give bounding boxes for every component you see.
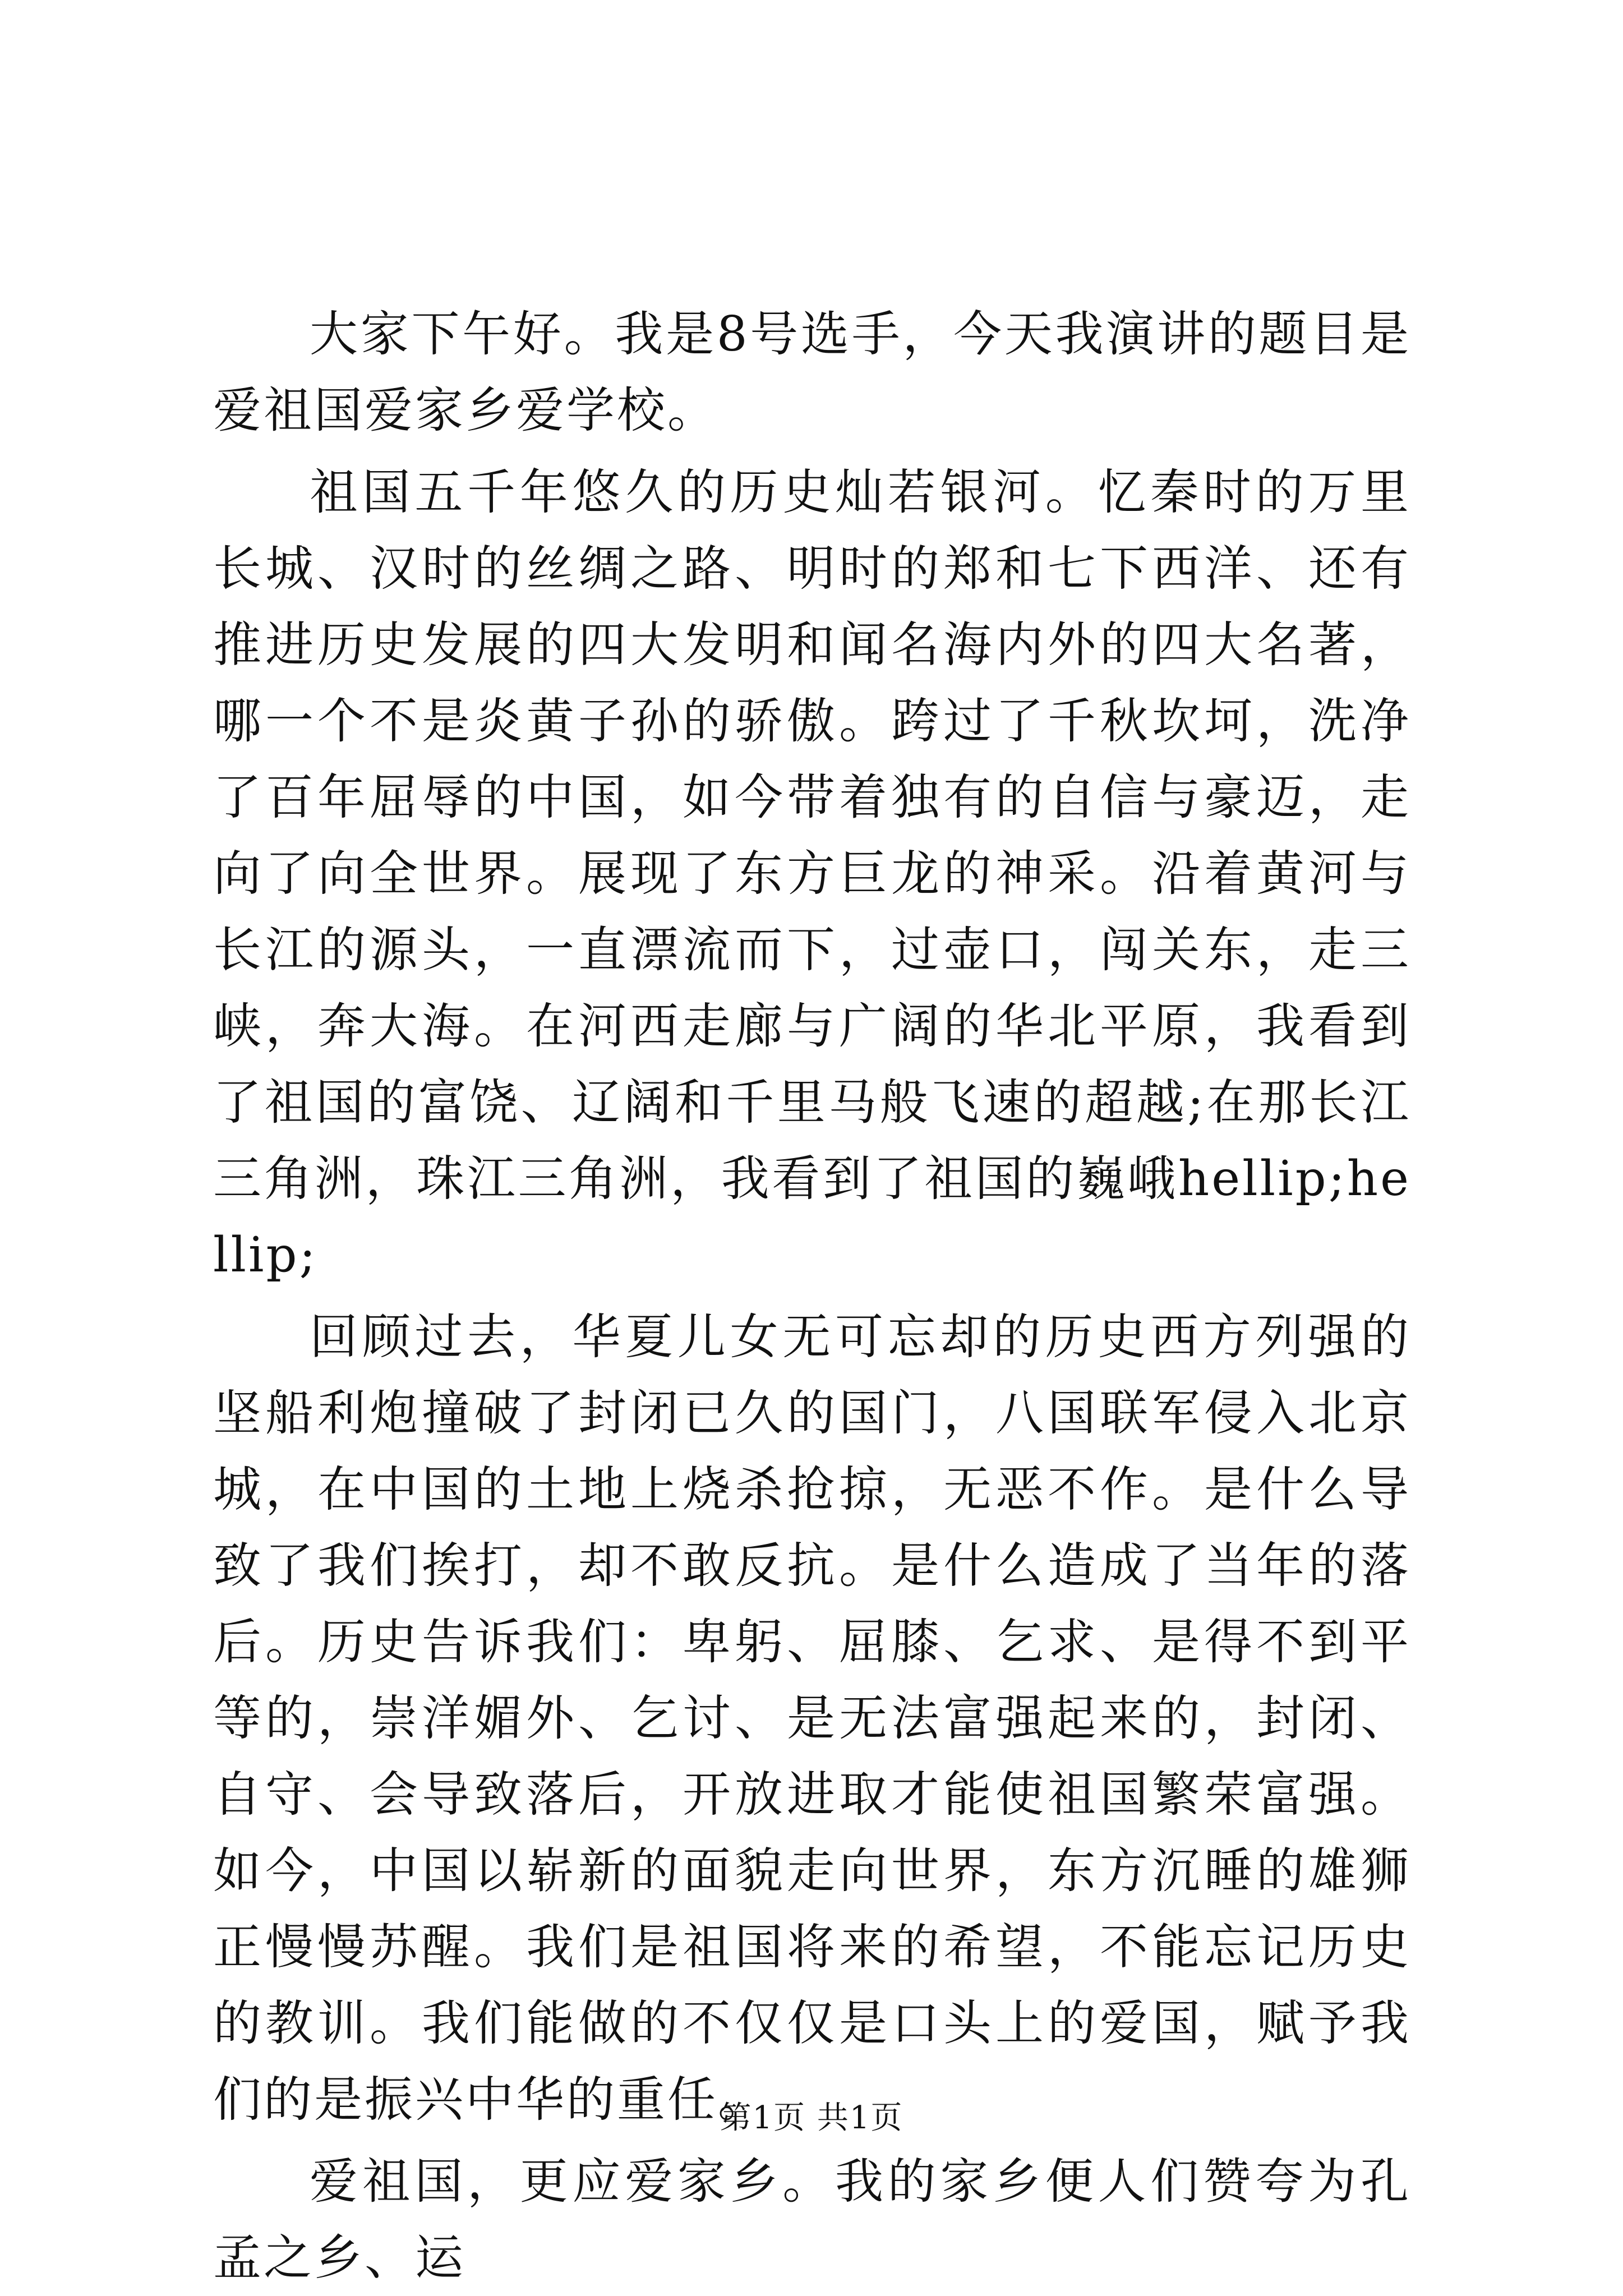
page-number-label: 第1页 共1页 (720, 2100, 903, 2136)
document-body (213, 296, 1411, 2296)
paragraph-history: 祖国五千年悠久的历史灿若银河。忆秦时的万里长城、汉时的丝绸之路、明时的郑和七下西洋、还有推进历史发展的四大发明和闻名海内外的四大名著，哪一个不是炎黄子孙的骄傲。跨过了千秋坎坷，洗净了百年屈辱的中国，如今带着独有的自信与豪迈，走向了向全世界。展现了东方巨龙的神采。沿着黄河与长江的源头，一直漂流而下，过壶口，闯关东，走三峡，奔大海。在河西走廊与广阔的华北平原，我看到了祖国的富饶、辽阔和千里马般飞速的超越;在那长江三角洲，珠江三角洲，我看到了祖国的巍峨hellip;hellip; (213, 464, 1411, 1283)
paragraph-hometown: 爱祖国，更应爱家乡。我的家乡便人们赞夸为孔孟之乡、运 (213, 2154, 1411, 2286)
page-footer (0, 2099, 1623, 2138)
paragraph-retrospect: 回顾过去，华夏儿女无可忘却的历史西方列强的坚船利炮撞破了封闭已久的国门，八国联军侵入北京城，在中国的土地上烧杀抢掠，无恶不作。是什么导致了我们挨打，却不敢反抗。是什么造成了当年的落后。历史告诉我们：卑躬、屈膝、乞求、是得不到平等的，崇洋媚外、乞讨、是无法富强起来的，封闭、自守、会导致落后，开放进取才能使祖国繁荣富强。如今，中国以崭新的面貌走向世界，东方沉睡的雄狮正慢慢苏醒。我们是祖国将来的希望，不能忘记历史的教训。我们能做的不仅仅是口头上的爱国，赋予我们的是振兴中华的重任。 (213, 1309, 1411, 2128)
paragraph-greeting: 大家下午好。我是8号选手，今天我演讲的题目是爱祖国爱家乡爱学校。 (213, 306, 1411, 439)
